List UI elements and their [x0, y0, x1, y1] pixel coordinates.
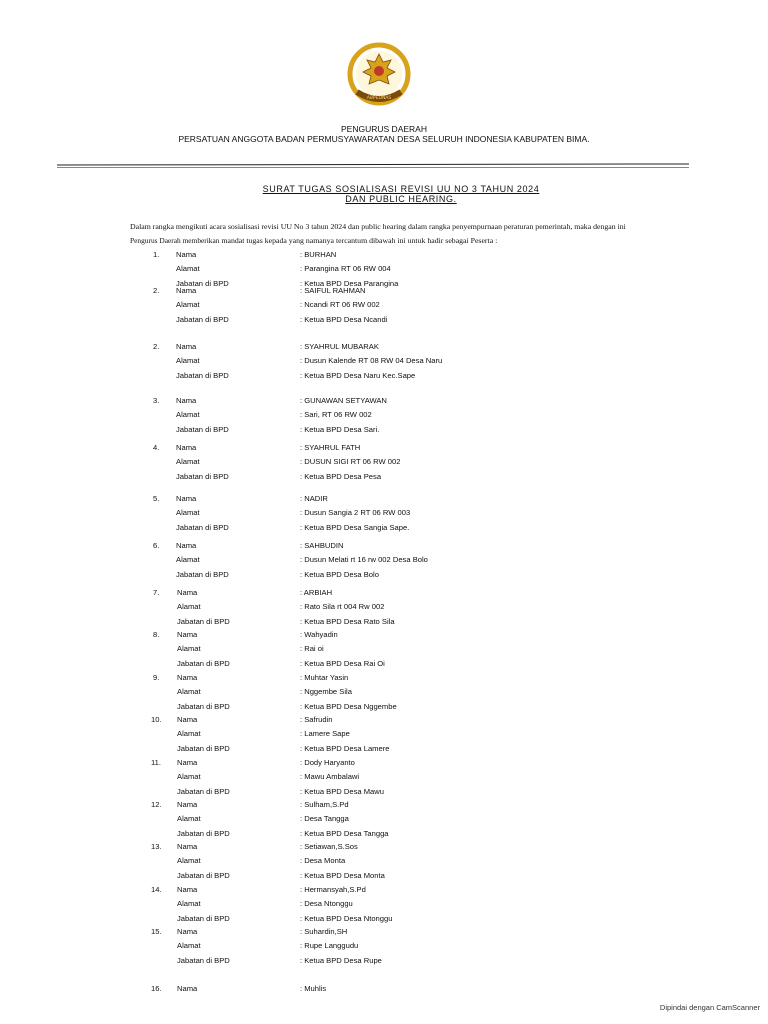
participant-jabatan: : Ketua BPD Desa Sari.	[300, 424, 380, 434]
participant-jabatan: : Ketua BPD Desa Monta	[300, 870, 385, 880]
participant-alamat: : DUSUN SIGI RT 06 RW 002	[300, 457, 401, 467]
participant-jabatan: : Ketua BPD Desa Nggembe	[300, 701, 397, 711]
field-label-alamat: Alamat	[177, 772, 201, 782]
field-label-jabatan: Jabatan di BPD	[176, 370, 229, 380]
participant-number: 14.	[151, 885, 162, 894]
field-label-nama: Nama	[177, 842, 198, 851]
participant-alamat: : Desa Ntonggu	[300, 899, 353, 909]
field-label-jabatan: Jabatan di BPD	[177, 743, 230, 753]
participant-alamat: : Sari, RT 06 RW 002	[300, 410, 372, 420]
participant-number: 5.	[153, 494, 160, 503]
field-label-nama: Nama	[177, 588, 198, 597]
field-label-jabatan: Jabatan di BPD	[176, 278, 229, 288]
participant-alamat: : Parangina RT 06 RW 004	[300, 264, 391, 274]
field-label-alamat: Alamat	[176, 410, 200, 420]
field-label-nama: Nama	[177, 715, 198, 724]
participant-jabatan: : Ketua BPD Desa Naru Kec.Sape	[300, 370, 416, 380]
participant-alamat: : Rai oi	[300, 644, 324, 654]
field-label-alamat: Alamat	[176, 356, 200, 366]
field-label-nama: Nama	[177, 927, 198, 936]
participant-number: 2.	[153, 342, 160, 351]
participant-nama: : Setiawan,S.Sos	[300, 842, 358, 851]
participant-jabatan: : Ketua BPD Desa Parangina	[300, 278, 399, 288]
field-label-jabatan: Jabatan di BPD	[177, 870, 230, 880]
field-label-nama: Nama	[177, 758, 198, 767]
participant-number: 10.	[151, 715, 162, 724]
participant-number: 7.	[153, 588, 160, 597]
field-label-jabatan: Jabatan di BPD	[176, 471, 229, 481]
intro-line-1: Dalam rangka mengikuti acara sosialisasi revisi UU No 3 tahun 2024 dan public hearing dalam rangka penyempurnaan peraturan pemerintah, maka dengan ini	[130, 222, 626, 231]
intro-line-2-start: Pengurus Daerah memberikan	[130, 236, 220, 245]
participant-number: 15.	[151, 927, 162, 936]
participant-nama: : Muhlis	[300, 984, 327, 993]
participant-jabatan: : Ketua BPD Desa Pesa	[300, 471, 382, 481]
field-label-jabatan: Jabatan di BPD	[177, 616, 230, 626]
participant-nama: : Muhtar Yasin	[300, 673, 349, 682]
intro-line-2-end: mandat tugas kepada yang namanya tercantum dibawah ini untuk hadir sebagai Peserta :	[221, 236, 498, 245]
field-label-nama: Nama	[176, 286, 197, 295]
field-label-alamat: Alamat	[176, 457, 200, 467]
field-label-nama: Nama	[177, 673, 198, 682]
field-label-jabatan: Jabatan di BPD	[176, 569, 229, 579]
participant-jabatan: : Ketua BPD Desa Rupe	[300, 955, 382, 965]
field-label-alamat: Alamat	[177, 941, 201, 951]
header-divider-thin	[57, 167, 689, 168]
field-label-alamat: Alamat	[176, 508, 200, 518]
field-label-jabatan: Jabatan di BPD	[177, 658, 230, 668]
participant-nama: : ARBIAH	[300, 588, 333, 597]
field-label-nama: Nama	[176, 396, 197, 405]
document-subtitle: DAN PUBLIC HEARING.	[345, 194, 457, 204]
participant-nama: : Sulham,S.Pd	[300, 800, 349, 809]
participant-alamat: : Dusun Sangia 2 RT 06 RW 003	[300, 508, 411, 518]
participant-nama: : BURHAN	[300, 250, 337, 259]
participant-alamat: : Rato Sila rt 004 Rw 002	[300, 602, 385, 612]
org-title-line1: PENGURUS DAERAH	[341, 124, 427, 134]
field-label-nama: Nama	[176, 250, 197, 259]
participant-jabatan: : Ketua BPD Desa Lamere	[300, 743, 390, 753]
participant-nama: : SAIFUL RAHMAN	[300, 286, 366, 295]
field-label-alamat: Alamat	[177, 899, 201, 909]
field-label-jabatan: Jabatan di BPD	[177, 828, 230, 838]
field-label-nama: Nama	[177, 984, 198, 993]
field-label-nama: Nama	[176, 443, 197, 452]
participant-nama: : SYAHRUL MUBARAK	[300, 342, 379, 351]
participant-number: 4.	[153, 443, 160, 452]
participant-nama: : Hermansyah,S.Pd	[300, 885, 366, 894]
participant-number: 2.	[153, 286, 160, 295]
participant-alamat: : Rupe Langgudu	[300, 941, 359, 951]
participant-alamat: : Mawu Ambalawi	[300, 772, 360, 782]
scanner-footer: Dipindai dengan CamScanner	[659, 1003, 760, 1012]
participant-nama: : SAHBUDIN	[300, 541, 344, 550]
participant-number: 6.	[153, 541, 160, 550]
participant-nama: : GUNAWAN SETYAWAN	[300, 396, 387, 405]
field-label-alamat: Alamat	[177, 644, 201, 654]
field-label-alamat: Alamat	[177, 856, 201, 866]
participant-jabatan: : Ketua BPD Desa Bolo	[300, 569, 379, 579]
participant-jabatan: : Ketua BPD Desa Rato Sila	[300, 616, 395, 626]
abpednas-logo	[347, 40, 411, 110]
field-label-jabatan: Jabatan di BPD	[177, 786, 230, 796]
participant-number: 9.	[153, 673, 160, 682]
participant-alamat: : Desa Tangga	[300, 814, 349, 824]
field-label-nama: Nama	[176, 494, 197, 503]
participant-alamat: : Nggembe Sila	[300, 687, 352, 697]
participant-jabatan: : Ketua BPD Desa Tangga	[300, 828, 389, 838]
participant-nama: : SYAHRUL FATH	[300, 443, 361, 452]
participant-jabatan: : Ketua BPD Desa Sangia Sape.	[300, 522, 410, 532]
field-label-jabatan: Jabatan di BPD	[176, 424, 229, 434]
participant-alamat: : Desa Monta	[300, 856, 346, 866]
participant-jabatan: : Ketua BPD Desa Rai Oi	[300, 658, 385, 668]
field-label-jabatan: Jabatan di BPD	[176, 522, 229, 532]
header-divider	[57, 163, 689, 165]
participant-number: 13.	[151, 842, 162, 851]
participant-alamat: : Ncandi RT 06 RW 002	[300, 300, 380, 310]
document-title: SURAT TUGAS SOSIALISASI REVISI UU NO 3 TAHUN 2024	[262, 184, 540, 194]
participant-nama: : Dody Haryanto	[300, 758, 355, 767]
participant-nama: : Safrudin	[300, 715, 333, 724]
field-label-nama: Nama	[176, 342, 197, 351]
field-label-nama: Nama	[177, 800, 198, 809]
org-title-line2: PERSATUAN ANGGOTA BADAN PERMUSYAWARATAN DESA SELURUH INDONESIA KABUPATEN BIMA.	[178, 134, 590, 144]
field-label-alamat: Alamat	[177, 814, 201, 824]
participant-number: 12.	[151, 800, 162, 809]
field-label-jabatan: Jabatan di BPD	[176, 314, 229, 324]
participant-number: 3.	[153, 396, 160, 405]
field-label-jabatan: Jabatan di BPD	[177, 955, 230, 965]
intro-line-2	[130, 234, 710, 248]
participant-number: 11.	[151, 758, 161, 767]
participant-alamat: : Lamere Sape	[300, 729, 350, 739]
field-label-nama: Nama	[176, 541, 197, 550]
participant-number: 1.	[153, 250, 160, 259]
participant-number: 16.	[151, 984, 162, 993]
field-label-alamat: Alamat	[176, 264, 200, 274]
field-label-alamat: Alamat	[177, 687, 201, 697]
field-label-nama: Nama	[177, 630, 198, 639]
field-label-alamat: Alamat	[176, 555, 200, 565]
participant-nama: : NADIR	[300, 494, 328, 503]
participant-nama: : Wahyadin	[300, 630, 338, 639]
field-label-nama: Nama	[177, 885, 198, 894]
svg-text:ABPEDNAS: ABPEDNAS	[366, 96, 392, 101]
participant-jabatan: : Ketua BPD Desa Ntonggu	[300, 913, 393, 923]
participant-jabatan: : Ketua BPD Desa Mawu	[300, 786, 384, 796]
field-label-alamat: Alamat	[177, 602, 201, 612]
participant-jabatan: : Ketua BPD Desa Ncandi	[300, 314, 388, 324]
participant-alamat: : Dusun Kalende RT 08 RW 04 Desa Naru	[300, 356, 443, 366]
field-label-alamat: Alamat	[176, 300, 200, 310]
participant-nama: : Suhardin,SH	[300, 927, 348, 936]
field-label-jabatan: Jabatan di BPD	[177, 913, 230, 923]
field-label-alamat: Alamat	[177, 729, 201, 739]
field-label-jabatan: Jabatan di BPD	[177, 701, 230, 711]
participant-alamat: : Dusun Melati rt 16 rw 002 Desa Bolo	[300, 555, 428, 565]
participant-number: 8.	[153, 630, 160, 639]
